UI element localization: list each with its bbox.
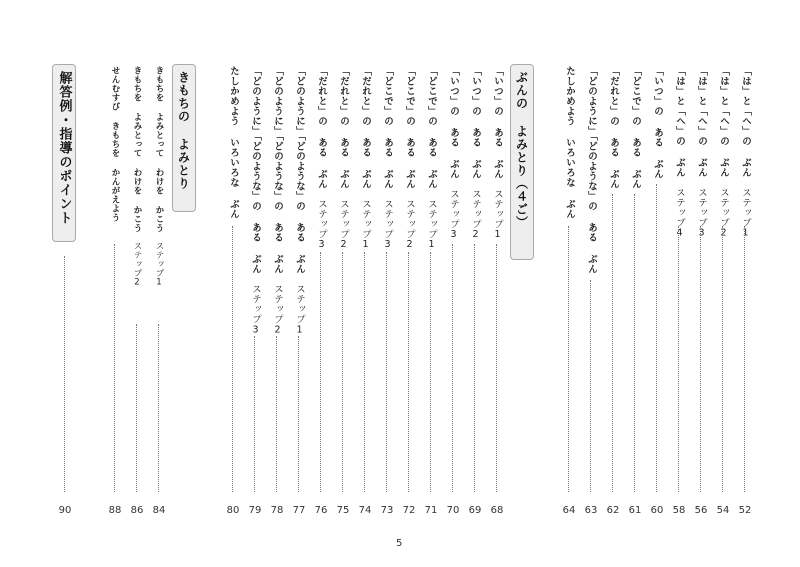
toc-entry[interactable]: [442, 66, 464, 516]
entry-page-number: 90: [58, 505, 72, 516]
toc-entry[interactable]: [398, 66, 420, 516]
toc-entry[interactable]: [558, 66, 580, 516]
entry-page-number: 61: [628, 505, 642, 516]
entry-page-number: 69: [468, 505, 482, 516]
leader-dots: [364, 252, 365, 492]
entry-step: ステップ2: [404, 199, 415, 251]
entry-page-number: 62: [606, 505, 620, 516]
entry-page-number: 78: [270, 505, 284, 516]
toc-entry[interactable]: [222, 66, 244, 516]
toc-entry[interactable]: [602, 66, 624, 516]
entry-step: ステップ1: [154, 241, 164, 288]
entry-step: ステップ2: [132, 241, 142, 288]
entry-title: 「いつ」の ある ぶん: [492, 66, 503, 179]
entry-title: 「だれと」の ある ぶん: [608, 66, 619, 189]
entry-step: ステップ3: [696, 187, 707, 239]
entry-title: 「だれと」の ある ぶん: [316, 66, 327, 189]
entry-page-number: 74: [358, 505, 372, 516]
entry-title: 「いつ」の ある ぶん: [470, 66, 481, 179]
entry-title: 「は」と「へ」の ぶん: [740, 66, 751, 178]
toc-entry[interactable]: [580, 66, 602, 516]
entry-page-number: 75: [336, 505, 350, 516]
leader-dots: [452, 244, 453, 492]
entry-title: 「は」と「へ」の ぶん: [718, 66, 729, 178]
entry-step: ステップ1: [740, 187, 751, 239]
entry-step: ステップ4: [674, 187, 685, 239]
toc-entry[interactable]: [104, 66, 126, 516]
entry-title: 「どこで」の ある ぶん: [426, 66, 437, 189]
entry-title: 「いつ」の ある ぶん: [448, 66, 459, 179]
leader-dots: [342, 252, 343, 492]
entry-page-number: 70: [446, 505, 460, 516]
entry-title: 「どこで」の ある ぶん: [404, 66, 415, 189]
toc-entry[interactable]: [734, 66, 756, 516]
section-heading-bun-yomitori: ぶんの よみとり（４ご）: [510, 64, 534, 260]
entry-page-number: 80: [226, 505, 240, 516]
entry-title: 「は」と「へ」の ぶん: [696, 66, 707, 178]
entry-page-number: 84: [152, 505, 166, 516]
leader-dots: [634, 194, 635, 492]
entry-page-number: 60: [650, 505, 664, 516]
leader-dots: [136, 324, 137, 492]
entry-page-number: 86: [130, 505, 144, 516]
entry-title: 「だれと」の ある ぶん: [360, 66, 371, 189]
toc-entry[interactable]: [464, 66, 486, 516]
entry-page-number: 77: [292, 505, 306, 516]
leader-dots: [298, 336, 299, 492]
leader-dots: [158, 324, 159, 492]
entry-step: ステップ1: [360, 199, 371, 251]
entry-page-number: 64: [562, 505, 576, 516]
entry-title: たしかめよう いろいろな ぶん: [564, 66, 575, 219]
entry-step: ステップ3: [448, 189, 459, 241]
leader-dots: [276, 336, 277, 492]
leader-dots: [656, 184, 657, 492]
page-number: 5: [396, 538, 403, 549]
toc-entry[interactable]: [266, 66, 288, 516]
entry-step: ステップ3: [250, 284, 261, 336]
leader-dots: [678, 226, 679, 492]
toc-entry[interactable]: [646, 66, 668, 516]
entry-step: ステップ1: [294, 284, 305, 336]
entry-title: 「どのように」「どのような」の ある ぶん: [250, 66, 261, 275]
entry-step: ステップ1: [426, 199, 437, 251]
leader-dots: [114, 244, 115, 492]
entry-title: 「だれと」の ある ぶん: [338, 66, 349, 189]
entry-title: たしかめよう いろいろな ぶん: [228, 66, 239, 219]
toc-entry[interactable]: [668, 66, 690, 516]
leader-dots: [612, 194, 613, 492]
entry-title: 「いつ」の ある ぶん: [652, 66, 663, 179]
leader-dots: [590, 280, 591, 492]
toc-entry-answers[interactable]: [54, 66, 76, 516]
leader-dots: [700, 226, 701, 492]
toc-entry[interactable]: [244, 66, 266, 516]
entry-step: ステップ2: [470, 189, 481, 241]
leader-dots: [474, 244, 475, 492]
entry-title: 「どのように」「どのような」の ある ぶん: [294, 66, 305, 275]
entry-page-number: 71: [424, 505, 438, 516]
entry-step: ステップ1: [492, 189, 503, 241]
toc-entry[interactable]: [288, 66, 310, 516]
entry-page-number: 88: [108, 505, 122, 516]
entry-page-number: 79: [248, 505, 262, 516]
toc-entry[interactable]: [420, 66, 442, 516]
entry-page-number: 56: [694, 505, 708, 516]
toc-entry[interactable]: [376, 66, 398, 516]
toc-entry[interactable]: [624, 66, 646, 516]
entry-step: ステップ2: [272, 284, 283, 336]
toc-entry[interactable]: [354, 66, 376, 516]
entry-page-number: 73: [380, 505, 394, 516]
toc-entry[interactable]: [126, 66, 148, 516]
section-heading-kimochi-yomitori: きもちの よみとり: [172, 64, 196, 212]
entry-page-number: 54: [716, 505, 730, 516]
entry-step: ステップ3: [316, 199, 327, 251]
toc-entry[interactable]: [310, 66, 332, 516]
entry-page-number: 63: [584, 505, 598, 516]
entry-page-number: 72: [402, 505, 416, 516]
entry-step: ステップ2: [718, 187, 729, 239]
entry-title: 「どこで」の ある ぶん: [382, 66, 393, 189]
entry-title: 「どのように」「どのような」の ある ぶん: [272, 66, 283, 275]
entry-title: きもちを よみとって わけを かこう: [154, 66, 164, 233]
entry-page-number: 52: [738, 505, 752, 516]
toc-entry[interactable]: [486, 66, 508, 516]
leader-dots: [496, 244, 497, 492]
leader-dots: [744, 226, 745, 492]
entry-title: 「どのように」「どのような」の ある ぶん: [586, 66, 597, 275]
leader-dots: [568, 226, 569, 492]
leader-dots: [254, 336, 255, 492]
toc-entry[interactable]: [712, 66, 734, 516]
leader-dots: [386, 252, 387, 492]
entry-title: きもちを よみとって わけを かこう: [132, 66, 142, 233]
entry-title: 「は」と「へ」の ぶん: [674, 66, 685, 178]
toc-entry[interactable]: [332, 66, 354, 516]
entry-title: せんむすび きもちを かんがえよう: [110, 66, 120, 222]
entry-step: ステップ2: [338, 199, 349, 251]
entry-page-number: 76: [314, 505, 328, 516]
entry-title: 「どこで」の ある ぶん: [630, 66, 641, 189]
entry-page-number: 58: [672, 505, 686, 516]
leader-dots: [408, 252, 409, 492]
section-heading-answers: 解答例・指導のポイント: [52, 64, 76, 242]
leader-dots: [232, 226, 233, 492]
toc-entry[interactable]: [690, 66, 712, 516]
leader-dots: [320, 252, 321, 492]
leader-dots: [430, 252, 431, 492]
leader-dots: [64, 256, 65, 492]
entry-step: ステップ3: [382, 199, 393, 251]
leader-dots: [722, 226, 723, 492]
toc-entry[interactable]: [148, 66, 170, 516]
entry-page-number: 68: [490, 505, 504, 516]
